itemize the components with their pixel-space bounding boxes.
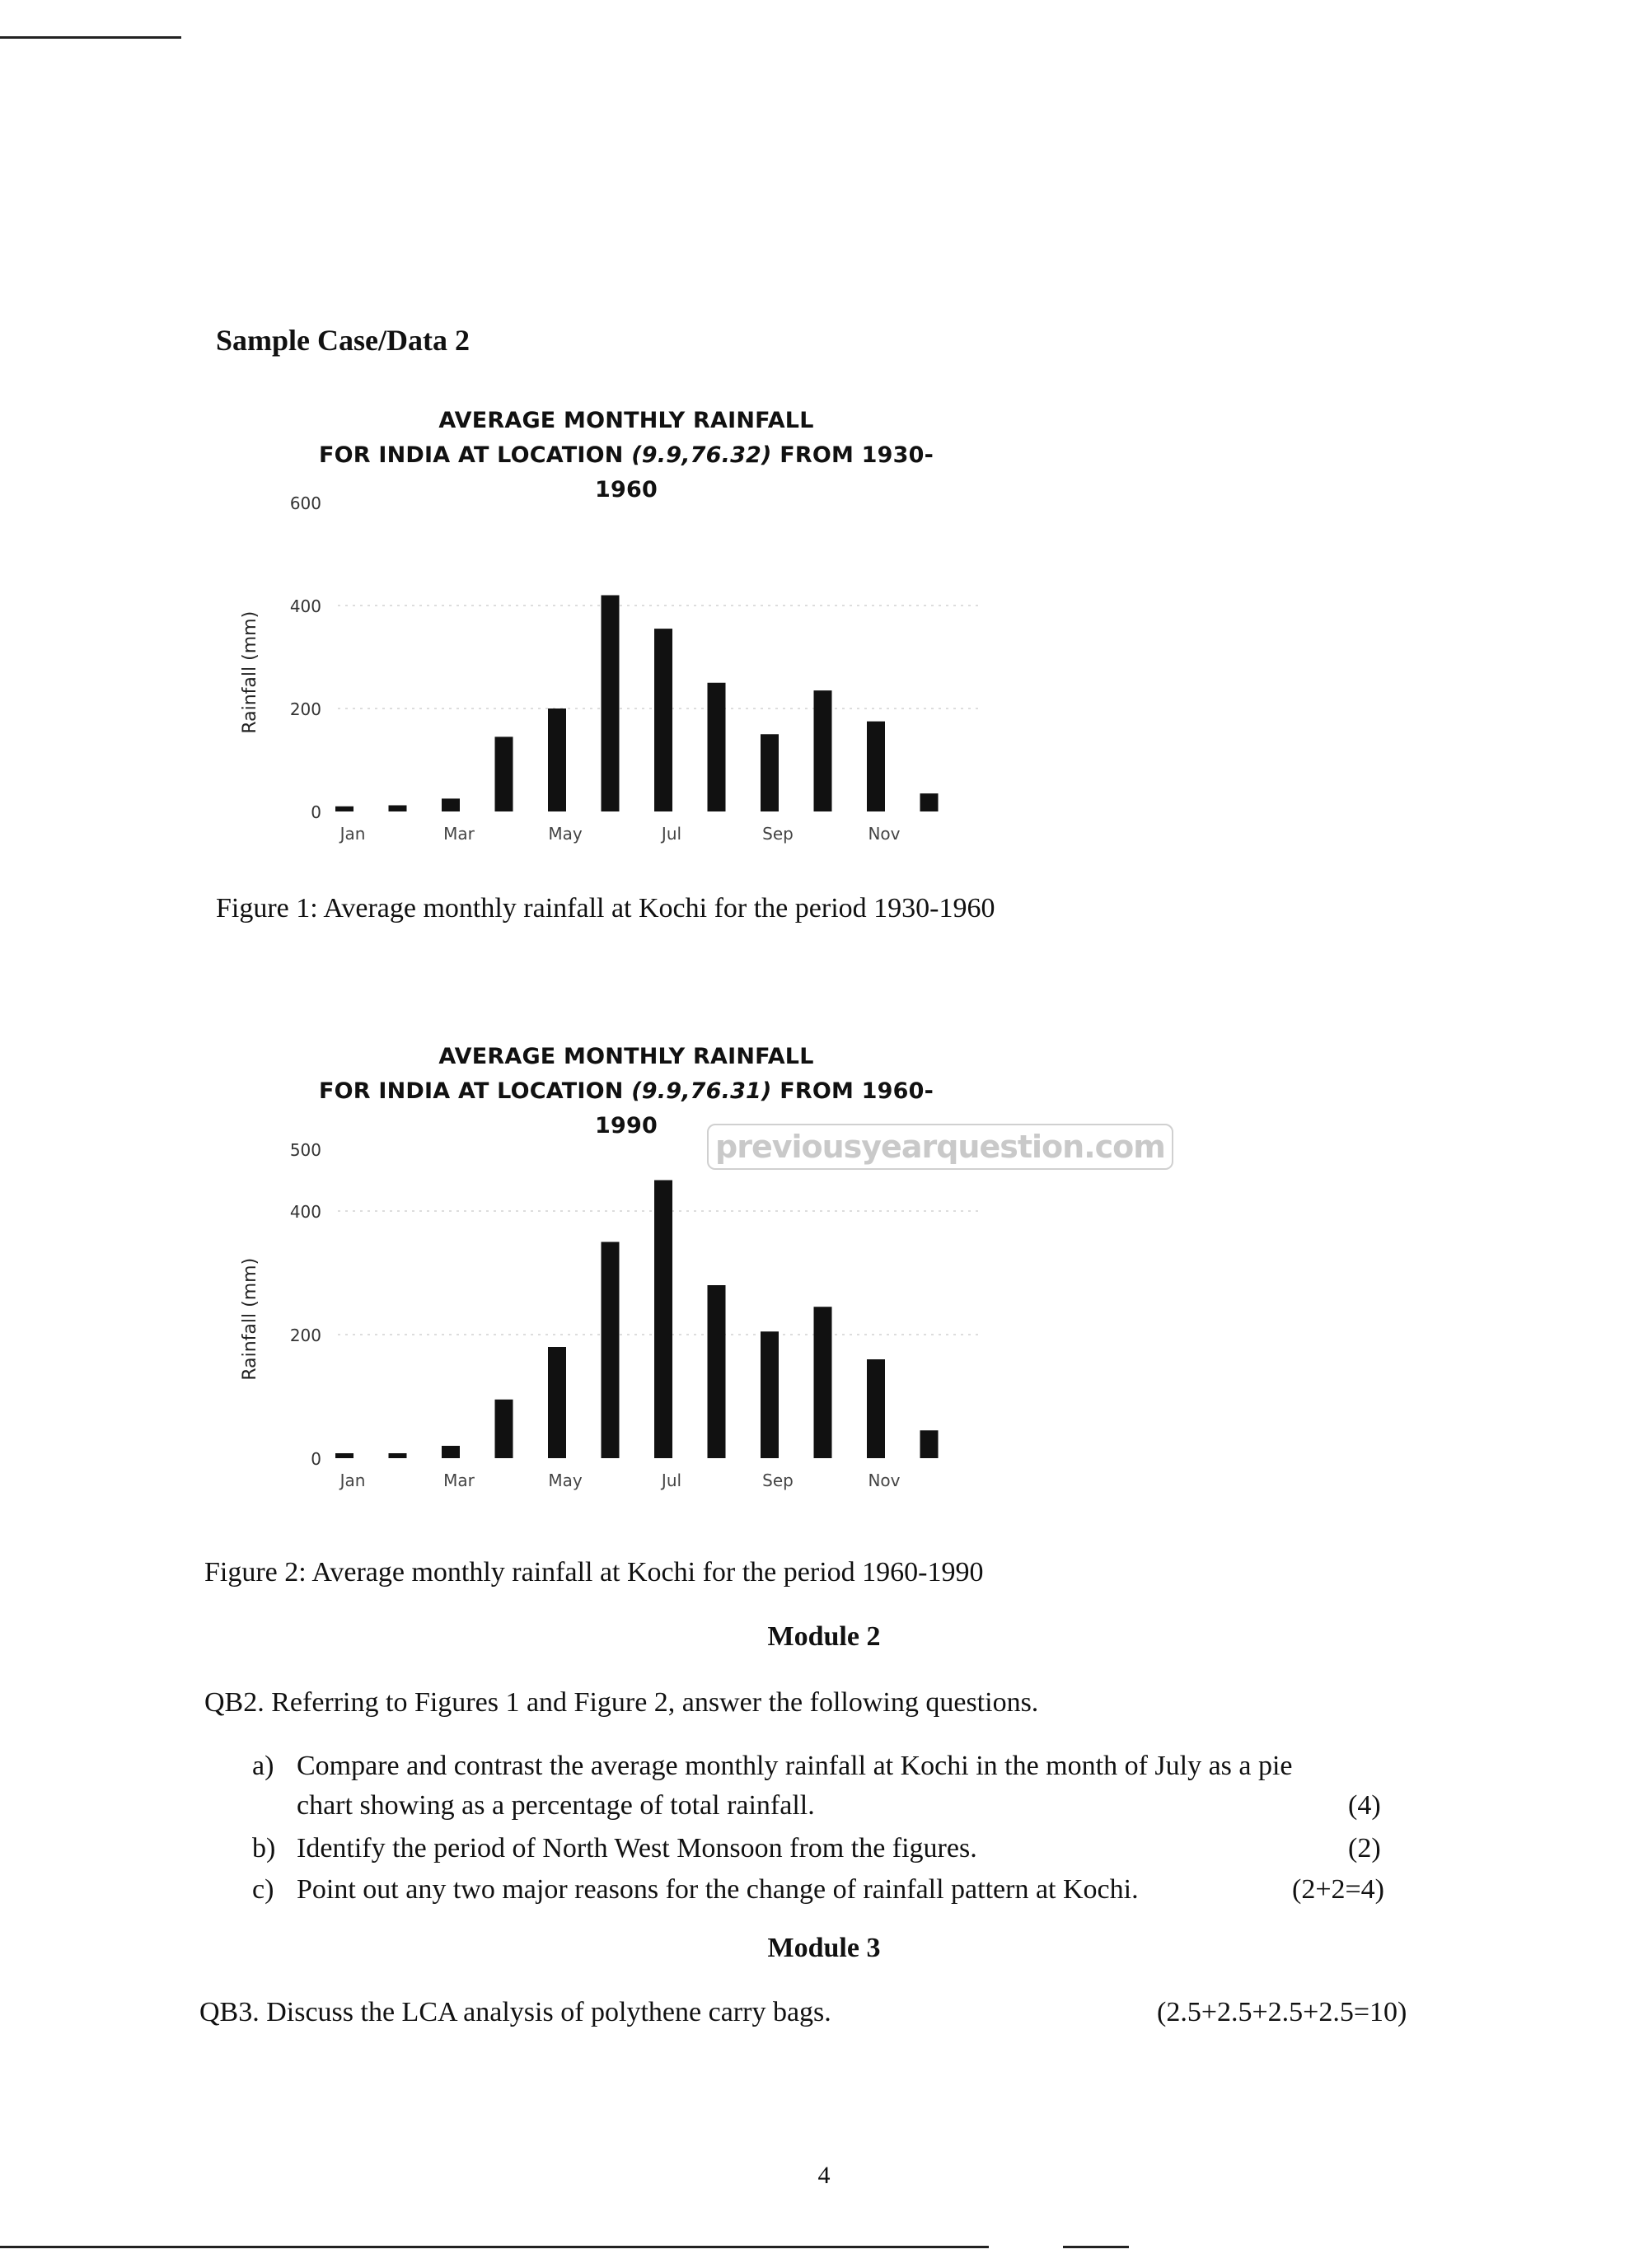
chart2-bar-jan (335, 1453, 353, 1458)
chart2-xtick-label: Mar (443, 1471, 475, 1490)
chart2-title-location: (9.9,76.31) (631, 1078, 772, 1104)
chart2-bar-may (548, 1347, 566, 1458)
chart2-xtick-label: Nov (868, 1471, 901, 1490)
chart1-ytick-label: 600 (289, 493, 321, 513)
chart2-bar-nov (867, 1359, 885, 1458)
qb2-item-b-marks: (2) (1348, 1833, 1381, 1864)
qb3-question: QB3. Discuss the LCA analysis of polythene carry bags. (199, 1997, 831, 2027)
chart1-bar-apr (495, 737, 513, 811)
chart2-title-suffix: FROM 1960-1990 (595, 1078, 934, 1139)
qb2-item-c-line1: Point out any two major reasons for the change of rainfall pattern at Kochi. (297, 1874, 1139, 1905)
chart1-xtick-label: Sep (762, 824, 794, 844)
watermark-stamp: previousyearquestion.com (707, 1124, 1173, 1170)
module2-heading: Module 2 (767, 1621, 881, 1652)
chart1-title-suffix: FROM 1930-1960 (595, 442, 934, 503)
chart2-ytick-label: 0 (311, 1449, 321, 1469)
scan-artifact-line-bottom-2 (1063, 2246, 1129, 2248)
chart2-ytick-label: 400 (289, 1202, 321, 1222)
module3-heading: Module 3 (767, 1933, 881, 1963)
chart1-bar-feb (389, 806, 407, 812)
qb2-item-c-label: c) (252, 1874, 274, 1905)
qb2-item-a-marks: (4) (1348, 1790, 1381, 1821)
page-number: 4 (817, 2162, 831, 2189)
chart1-ytick-label: 200 (289, 699, 321, 719)
chart2-bar-jun (602, 1242, 620, 1459)
chart1-bar-nov (867, 722, 885, 811)
scan-artifact-line-top (0, 36, 181, 39)
chart1-title-prefix: FOR INDIA AT LOCATION (318, 442, 632, 468)
chart1-bar-aug (708, 683, 726, 811)
chart1-bar-jan (335, 807, 353, 811)
qb3-marks: (2.5+2.5+2.5+2.5=10) (1157, 1997, 1407, 2027)
chart2-svg (222, 1129, 981, 1499)
chart1-title-line1: AVERAGE MONTHLY RAINFALL (438, 408, 814, 433)
chart1-xtick-label: Nov (868, 824, 901, 844)
qb2-item-c-marks: (2+2=4) (1292, 1874, 1384, 1905)
qb2-item-a-line2: chart showing as a percentage of total rainfall. (297, 1790, 815, 1821)
chart2-xtick-label: Jan (339, 1471, 366, 1490)
chart1-xtick-label: Jan (339, 824, 366, 844)
qb2-item-a-line1: Compare and contrast the average monthly rainfall at Kochi in the month of July as a pie (297, 1751, 1293, 1781)
chart2-bar-mar (442, 1446, 460, 1458)
chart1-bar-mar (442, 798, 460, 811)
chart1-bar-oct (814, 690, 832, 811)
chart2-bar-jul (654, 1181, 672, 1459)
chart2-bar-sep (761, 1331, 779, 1458)
chart1-bar-may (548, 708, 566, 811)
chart1-bar-dec (920, 793, 939, 811)
chart2-title-line1: AVERAGE MONTHLY RAINFALL (438, 1044, 814, 1069)
figure2-caption: Figure 2: Average monthly rainfall at Kochi for the period 1960-1990 (204, 1557, 984, 1588)
chart2-bar-dec (920, 1430, 939, 1458)
chart2-bar-apr (495, 1400, 513, 1458)
chart2-xtick-label: Jul (661, 1471, 682, 1490)
chart1-xtick-label: May (548, 824, 583, 844)
chart2-ytick-label: 200 (289, 1326, 321, 1345)
chart2-bar-oct (814, 1307, 832, 1458)
chart2-xtick-label: May (548, 1471, 583, 1490)
qb2-item-b-label: b) (252, 1833, 276, 1864)
chart2-bar-feb (389, 1453, 407, 1458)
chart1-xtick-label: Mar (443, 824, 475, 844)
chart2-xtick-label: Sep (762, 1471, 794, 1490)
scan-artifact-line-bottom (0, 2246, 989, 2248)
chart1-bar-jun (602, 596, 620, 812)
qb2-question: QB2. Referring to Figures 1 and Figure 2, answer the following questions. (204, 1687, 1039, 1718)
chart1-title-location: (9.9,76.32) (631, 442, 772, 468)
chart1-bar-sep (761, 734, 779, 811)
qb2-item-b-line1: Identify the period of North West Monsoon from the figures. (297, 1833, 977, 1864)
chart2-y-axis-label: Rainfall (mm) (240, 1257, 260, 1381)
chart1-svg (222, 486, 981, 849)
chart1-bar-jul (654, 629, 672, 811)
chart2-title-prefix: FOR INDIA AT LOCATION (318, 1078, 632, 1104)
chart1-ytick-label: 400 (289, 596, 321, 616)
chart2-bar-aug (708, 1285, 726, 1458)
chart1-xtick-label: Jul (661, 824, 682, 844)
figure1-caption: Figure 1: Average monthly rainfall at Kochi for the period 1930-1960 (216, 893, 995, 924)
qb2-item-a-label: a) (252, 1751, 274, 1781)
chart2-ytick-label: 500 (289, 1140, 321, 1160)
section-title: Sample Case/Data 2 (216, 324, 470, 357)
chart1-y-axis-label: Rainfall (mm) (240, 610, 260, 734)
chart1-ytick-label: 0 (311, 802, 321, 822)
